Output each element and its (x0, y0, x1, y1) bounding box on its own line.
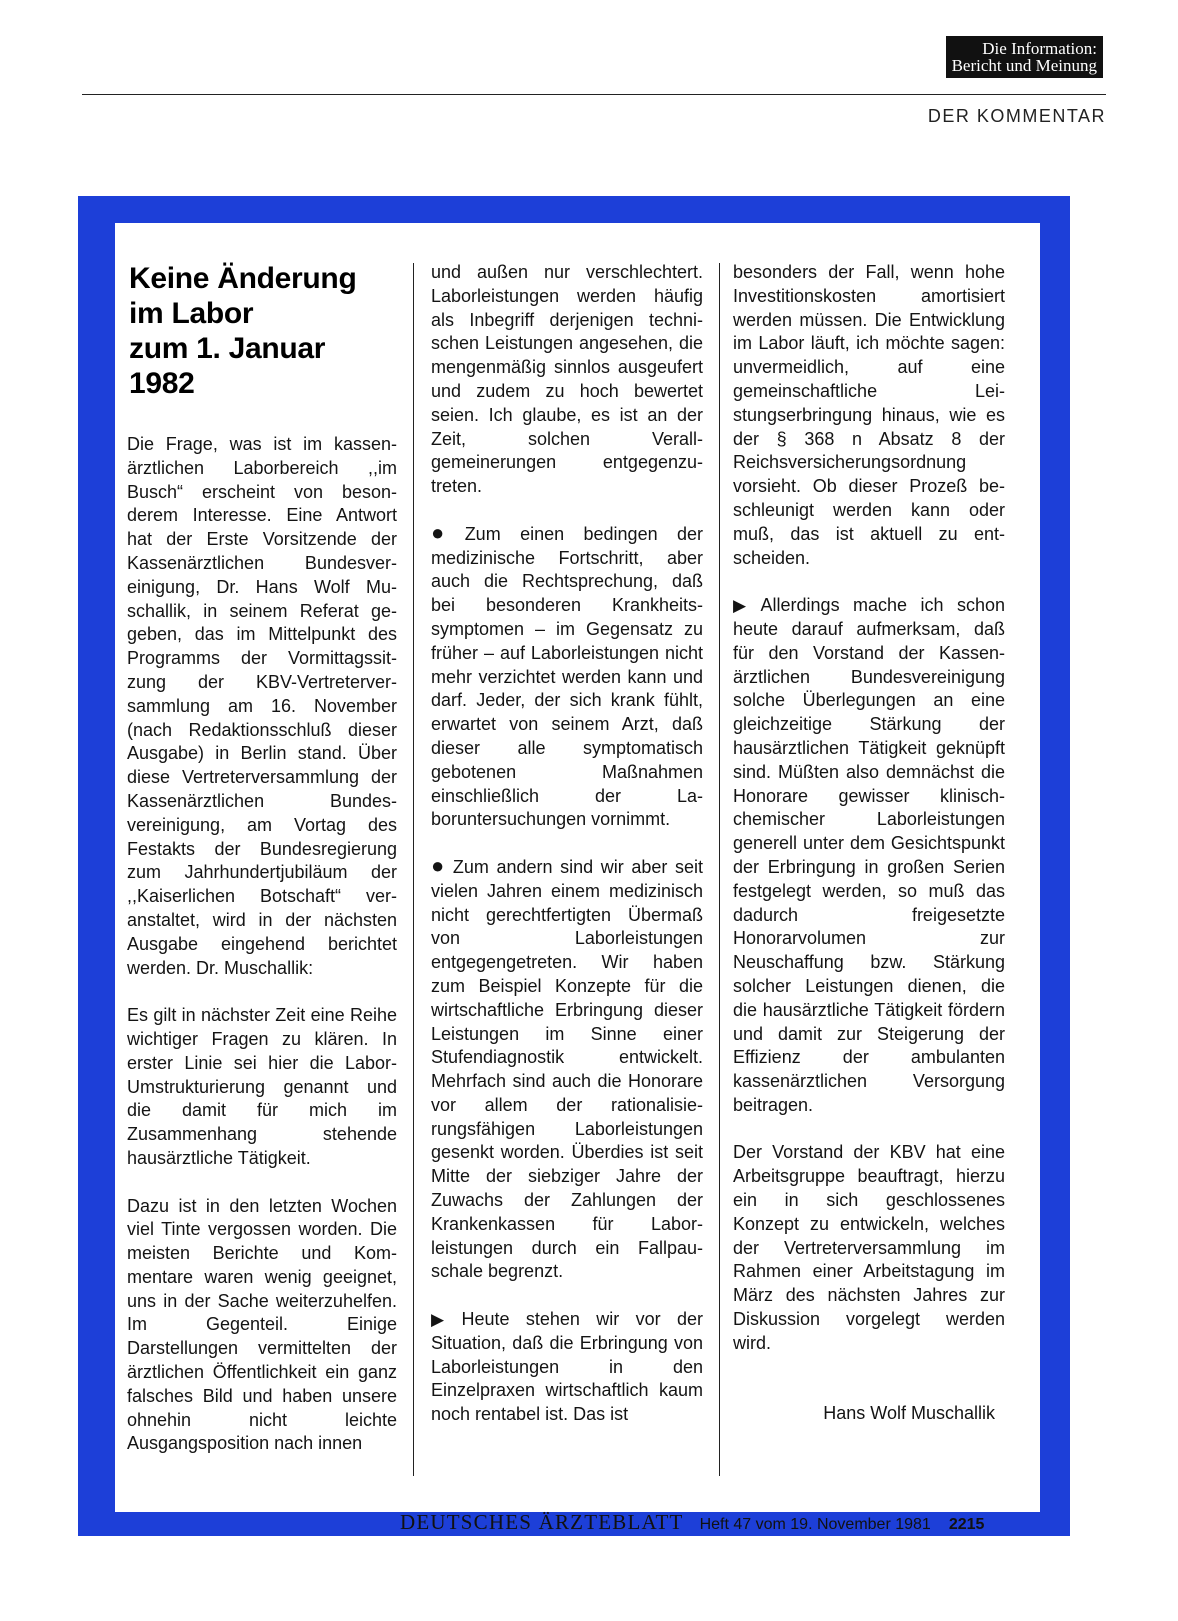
article-column-3 (733, 261, 1005, 1492)
arrow-icon: ▶ (431, 1310, 456, 1330)
bullet-icon: ● (431, 519, 459, 545)
paragraph: Der Vorstand der KBV hat eine Arbeitsgruppe beauftragt, hierzu ein in sich geschlossenes Konzept zu entwickeln, welches der Vertreterversammlung im Rahmen einer Arbeitstagung im März des nächsten Jahres zur Diskussion vorgelegt werden wird. (733, 1142, 1005, 1353)
headline (129, 261, 397, 401)
paragraph-text: Allerdings mache ich schon heute darauf aufmerksam, daß für den Vorstand der Kassenärztlichen Bundesvereinigung solche Überlegungen an eine gleichzeitige Stärkung der hausärztlichen Tätigkeit geknüpft sind. Müßten also demnächst die Honorare gewisser klinisch-chemischer Laborleistungen generell unter dem Gesichtspunkt der Erbringung in großen Serien festgelegt werden, so muß das dadurch freigesetzte Honorarvolumen zur Neuschaffung bzw. Stärkung solcher Leistungen dienen, die die hausärztliche Tätigkeit fördern und damit zur Steigerung der Effizienz der ambulanten kassenärztlichen Versorgung beitragen. (733, 595, 1005, 1115)
paragraph-bulleted (431, 519, 703, 832)
paragraph-text: Zum einen bedingen der medizinische Fortschritt, aber auch die Rechtsprechung, daß bei besonderen Krankheitssymptomen – im Gegensatz zu früher – auf Laborleistungen nicht mehr verzichtet werden kann und darf. Jeder, der sich krank fühlt, erwartet von seinem Arzt, daß dieser alle symptomatisch gebotenen Maßnahmen einschließlich der Laboruntersuchungen vornimmt. (431, 523, 703, 830)
paragraph: besonders der Fall, wenn hohe Investitionskosten amortisiert werden müssen. Die Entwicklung im Labor läuft, ich möchte sagen: unvermeidlich, auf eine gemeinschaftliche Leistungserbringung hinaus, wie es der § 368 n Absatz 8 der Reichsversicherungsordnung vorsieht. Ob dieser Prozeß beschleunigt werden kann oder muß, das ist aktuell zu entscheiden. (733, 262, 1005, 568)
section-badge (946, 36, 1103, 78)
column-divider (413, 263, 414, 1476)
paragraph-arrowed (431, 1308, 703, 1427)
author-signature: Hans Wolf Muschallik (823, 1402, 995, 1423)
paragraph: und außen nur verschlechtert. Laborleistungen werden häufig als Inbegriff derjenigen technischen Leistungen angesehen, die mengenmäßig sinnlos ausgeufert und zudem zu hoch bewertet seien. Ich glaube, es ist an der Zeit, solchen Verallgemeinerungen entgegenzutreten. (431, 262, 703, 497)
journal-title: DEUTSCHES ÄRZTEBLATT (400, 1510, 684, 1534)
headline-line: Keine Änderung (129, 262, 357, 295)
page-number: 2215 (948, 1516, 985, 1533)
headline-line: zum 1. Januar 1982 (129, 332, 326, 400)
headline-line: im Labor (129, 297, 254, 330)
paragraph: Es gilt in nächster Zeit eine Reihe wichtiger Fragen zu klären. In erster Linie sei hier die Labor-Umstrukturierung genannt und die damit für mich im Zusammenhang stehende hausärztliche Tätigkeit. (127, 1005, 397, 1168)
issue-info: Heft 47 vom 19. November 1981 (699, 1516, 931, 1533)
paragraph-arrowed (733, 594, 1005, 1118)
article-frame (78, 196, 1070, 1536)
header-rule (82, 94, 1106, 95)
paragraph: Dazu ist in den letzten Wochen viel Tinte vergossen worden. Die meisten Berichte und Kommentare waren wenig geeignet, uns in der Sache weiterzuhelfen. Im Gegenteil. Einige Darstellungen vermittelten der ärztlichen Öffentlichkeit ein ganz falsches Bild und haben unsere ohnehin nicht leichte Ausgangsposition nach innen (127, 1195, 397, 1454)
page-footer (400, 1510, 1060, 1535)
paragraph-text: Zum andern sind wir aber seit vielen Jahren einem medizinisch nicht gerechtfertigten Übermaß von Laborleistungen entgegengetreten. Wir haben zum Beispiel Konzepte für die wirtschaftliche Erbringung dieser Leistungen im Sinne einer Stufendiagnostik entwickelt. Mehrfach sind auch die Honorare vor allem der rationalisierungsfähigen Laborleistungen gesenkt worden. Überdies ist seit Mitte der siebziger Jahre der Zuwachs der Zahlungen der Krankenkassen für Laborleistungen durch ein Fallpauschale begrenzt. (431, 856, 703, 1282)
column-divider (719, 263, 720, 1476)
article-body (115, 223, 1040, 1512)
bullet-icon: ● (431, 852, 447, 878)
article-column-2 (431, 261, 703, 1492)
section-badge-line2: Bericht und Meinung (951, 56, 1097, 75)
section-badge-line1: Die Information: (982, 39, 1097, 58)
section-label: DER KOMMENTAR (927, 106, 1106, 126)
article-column-1 (127, 261, 397, 1492)
arrow-icon: ▶ (733, 596, 755, 616)
paragraph-text: Heute stehen wir vor der Situation, daß die Erbringung von Laborleistungen in den Einzelpraxen wirtschaftlich kaum noch rentabel ist. Das ist (431, 1309, 704, 1425)
paragraph: Die Frage, was ist im kassenärztlichen Laborbereich ,,im Busch“ erscheint von besonderem Interesse. Eine Antwort hat der Erste Vorsitzende der Kassenärztlichen Bundesvereinigung, Dr. Hans Wolf Muschallik, in seinem Referat gegeben, das im Mittelpunkt des Programms der Vormittagssitzung der KBV-Vertreterversammlung am 16. November (nach Redaktionsschluß dieser Ausgabe) in Berlin stand. Über diese Vertreterversammlung der Kassenärztlichen Bundesvereinigung, am Vortag des Festakts der Bundesregierung zum Jahrhundertjubiläum der ,,Kaiserlichen Botschaft“ veranstaltet, wird in der nächsten Ausgabe eingehend berichtet werden. Dr. Muschallik: (127, 434, 397, 978)
paragraph-bulleted (431, 852, 703, 1284)
